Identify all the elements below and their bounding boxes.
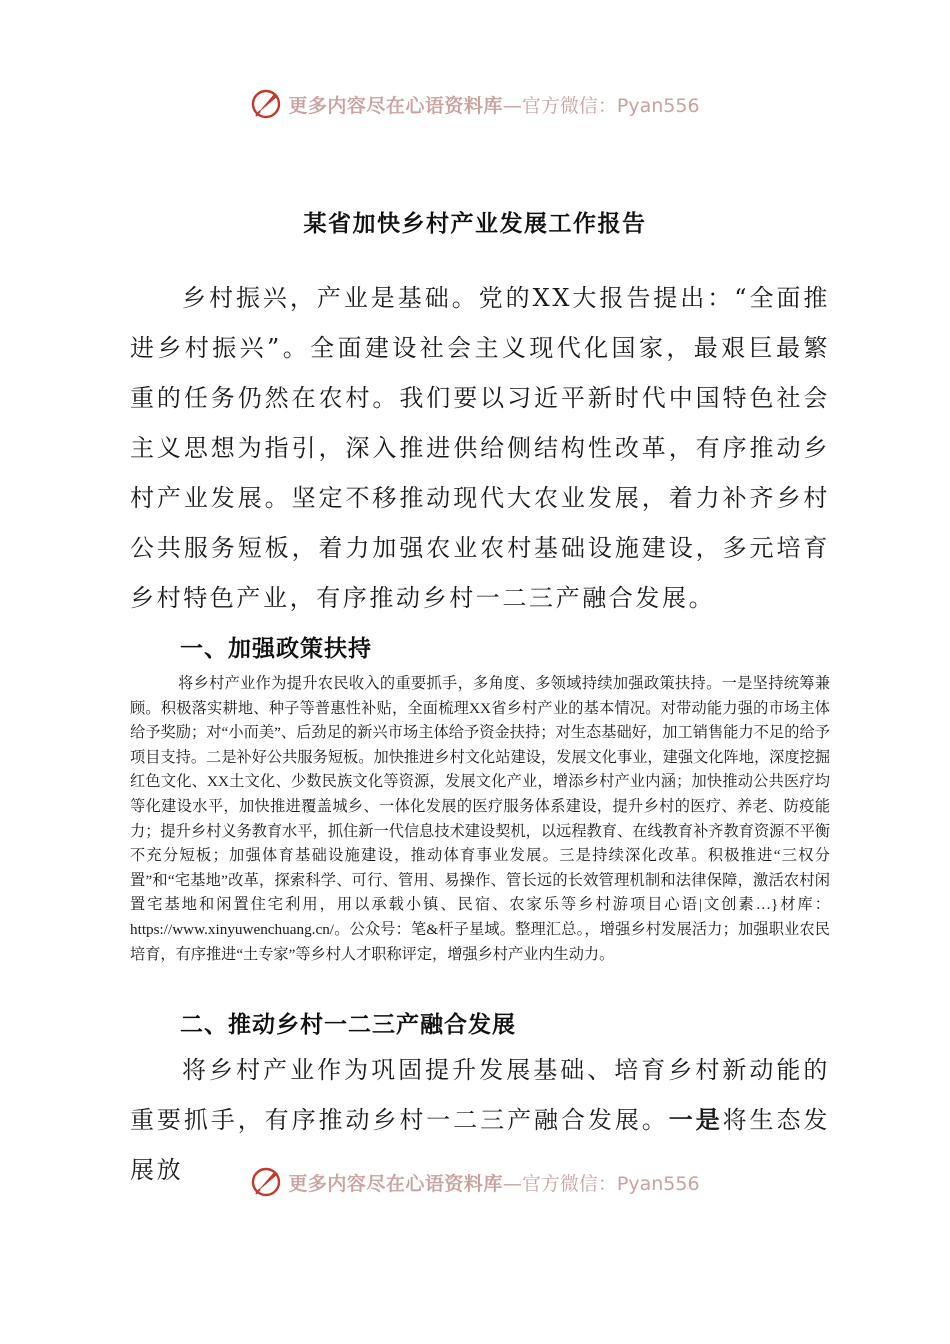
watermark-brand: 更多内容尽在心语资料库: [288, 1172, 503, 1195]
quill-logo-icon: [250, 87, 284, 121]
section-2-lead: 将乡村产业作为巩固提升发展基础、培育乡村新动能的重要抓手，有序推动乡村一二三产融合发展。: [130, 1056, 830, 1134]
footer-watermark-banner: [0, 1162, 950, 1202]
section-2-tail: 将生态发展放: [130, 1106, 831, 1184]
header-watermark-banner: [0, 84, 950, 124]
section-1-heading: 一、加强政策扶持: [180, 635, 372, 662]
intro-paragraph: 乡村振兴，产业是基础。党的XX大报告提出：“全面推进乡村振兴”。全面建设社会主义现代化国家，最艰巨最繁重的任务仍然在农村。我们要以习近平新时代中国特色社会主义思想为指引，深入推进供给侧结构性改革，有序推动乡村产业发展。坚定不移推动现代大农业发展，着力补齐乡村公共服务短板，着力加强农业农村基础设施建设，多元培育乡村特色产业，有序推动乡村一二三产融合发展。: [130, 284, 830, 612]
quill-logo-icon: [250, 1165, 284, 1199]
watermark-contact: —官方微信：Pyan556: [502, 1172, 700, 1195]
watermark-brand: 更多内容尽在心语资料库: [288, 94, 503, 117]
document-title: 某省加快乡村产业发展工作报告: [303, 210, 647, 237]
watermark-contact: —官方微信：Pyan556: [502, 94, 700, 117]
section-1-body: 将乡村产业作为提升农民收入的重要抓手，多角度、多领域持续加强政策扶持。一是坚持统筹兼顾。积极落实耕地、种子等普惠性补贴，全面梳理XX省乡村产业的基本情况。对带动能力强的市场主体给予奖励；对“小而美”、后劲足的新兴市场主体给予资金扶持；对生态基础好，加工销售能力不足的给予项目支持。二是补好公共服务短板。加快推进乡村文化站建设，发展文化事业，建强文化阵地，深度挖掘红色文化、XX土文化、少数民族文化等资源，发展文化产业，增添乡村产业内涵；加快推动公共医疗均等化建设水平，加快推进覆盖城乡、一体化发展的医疗服务体系建设，提升乡村的医疗、养老、防疫能力；提升乡村义务教育水平，抓住新一代信息技术建设契机，以远程教育、在线教育补齐教育资源不平衡不充分短板；加强体育基础设施建设，推动体育事业发展。三是持续深化改革。积极推进“三权分置”和“宅基地”改革，探索科学、可行、管用、易操作、管长远的长效管理机制和法律保障，激活农村闲置宅基地和闲置住宅利用，用以承载小镇、民宿、农家乐等乡村游项目心语|文创素…}材库：https://www.xinyuwenchuang.cn/。公众号：笔&杆子星域。整理汇总。，增强乡村发展活力；加强职业农民培育，有序推进“土专家”等乡村人才职称评定，增强乡村产业内生动力。: [130, 675, 830, 963]
section-2-emphasis: 一是: [668, 1105, 723, 1134]
section-2-heading: 二、推动乡村一二三产融合发展: [180, 1011, 516, 1038]
